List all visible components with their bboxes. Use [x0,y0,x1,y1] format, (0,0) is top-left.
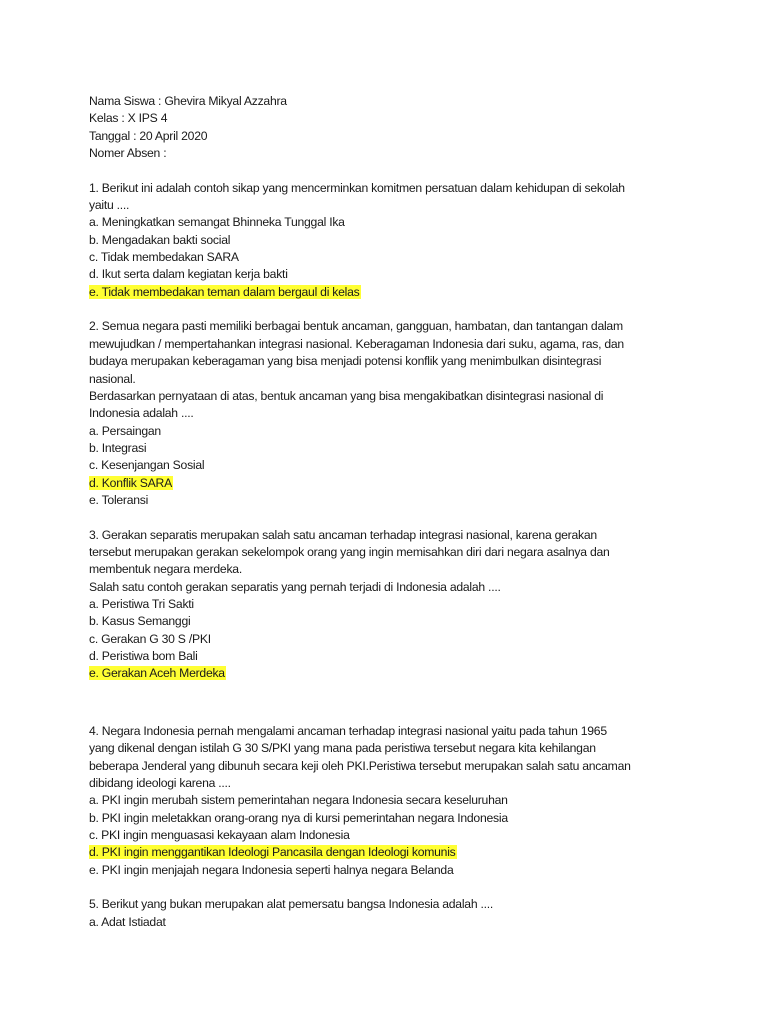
question-5 [89,896,689,931]
question-text: beberapa Jenderal yang dibunuh secara keji oleh PKI.Peristiwa tersebut merupakan salah satu ancaman [89,758,631,773]
option-b: b. Mengadakan bakti social [89,232,231,247]
option-c: c. Tidak membedakan SARA [89,250,239,265]
question-text: membentuk negara merdeka. [89,562,242,577]
option-a: a. Persaingan [89,423,161,438]
question-text: Indonesia adalah .... [89,406,194,421]
question-text: Berdasarkan pernyataan di atas, bentuk ancaman yang bisa mengakibatkan disintegrasi nasional di [89,388,604,403]
question-text: 3. Gerakan separatis merupakan salah satu ancaman terhadap integrasi nasional, karena gerakan [89,527,597,542]
question-text: 4. Negara Indonesia pernah mengalami ancaman terhadap integrasi nasional yaitu pada tahun 1965 [89,724,607,739]
student-info [89,93,689,162]
question-text: 5. Berikut yang bukan merupakan alat pemersatu bangsa Indonesia adalah .... [89,897,494,912]
option-e: e. Toleransi [89,492,149,507]
question-text: tersebut merupakan gerakan sekelompok orang yang ingin memisahkan diri dari negara asalnya dan [89,544,610,559]
question-4 [89,723,689,879]
question-text: Salah satu contoh gerakan separatis yang pernah terjadi di Indonesia adalah .... [89,579,501,594]
question-text: 1. Berikut ini adalah contoh sikap yang mencerminkan komitmen persatuan dalam kehidupan di sekolah [89,180,625,195]
option-c: c. Gerakan G 30 S /PKI [89,631,211,646]
question-text: yaitu .... [89,198,130,213]
option-a: a. PKI ingin merubah sistem pemerintahan negara Indonesia secara keseluruhan [89,793,508,808]
student-class: Kelas : X IPS 4 [89,111,168,126]
option-e-answer-highlight: e. Gerakan Aceh Merdeka [89,666,225,681]
question-3 [89,527,689,683]
student-name: Nama Siswa : Ghevira Mikyal Azzahra [89,94,287,108]
absen-number: Nomer Absen : [89,146,167,161]
option-d-answer-highlight: d. PKI ingin menggantikan Ideologi Pancasila dengan Ideologi komunis [89,845,456,860]
option-a: a. Meningkatkan semangat Bhinneka Tunggal Ika [89,215,345,230]
question-2 [89,318,689,509]
option-b: b. Kasus Semanggi [89,614,191,629]
question-text: mewujudkan / mempertahankan integrasi nasional. Keberagaman Indonesia dari suku, agama, ras, dan [89,336,624,351]
option-c: c. Kesenjangan Sosial [89,458,205,473]
option-b: b. PKI ingin meletakkan orang-orang nya di kursi pemerintahan negara Indonesia [89,810,508,825]
option-e-answer-highlight: e. Tidak membedakan teman dalam bergaul di kelas [89,284,360,299]
option-c: c. PKI ingin menguasasi kekayaan alam Indonesia [89,828,350,843]
option-a: a. Peristiwa Tri Sakti [89,596,194,611]
question-text: nasional. [89,371,136,386]
question-1 [89,180,689,301]
option-d-answer-highlight: d. Konflik SARA [89,475,172,490]
date: Tanggal : 20 April 2020 [89,128,208,143]
question-text: dibidang ideologi karena .... [89,776,231,791]
option-d: d. Peristiwa bom Bali [89,649,198,663]
option-a: a. Adat Istiadat [89,914,166,929]
option-e: e. PKI ingin menjajah negara Indonesia seperti halnya negara Belanda [89,862,454,877]
question-text: 2. Semua negara pasti memiliki berbagai bentuk ancaman, gangguan, hambatan, dan tantangan dalam [89,319,623,334]
question-text: budaya merupakan keberagaman yang bisa menjadi potensi konflik yang menimbulkan disintegrasi [89,354,602,369]
document-page [89,93,689,931]
option-d: d. Ikut serta dalam kegiatan kerja bakti [89,267,288,282]
question-text: yang dikenal dengan istilah G 30 S/PKI yang mana pada peristiwa tersebut negara kita kehilangan [89,741,596,756]
option-b: b. Integrasi [89,440,147,455]
